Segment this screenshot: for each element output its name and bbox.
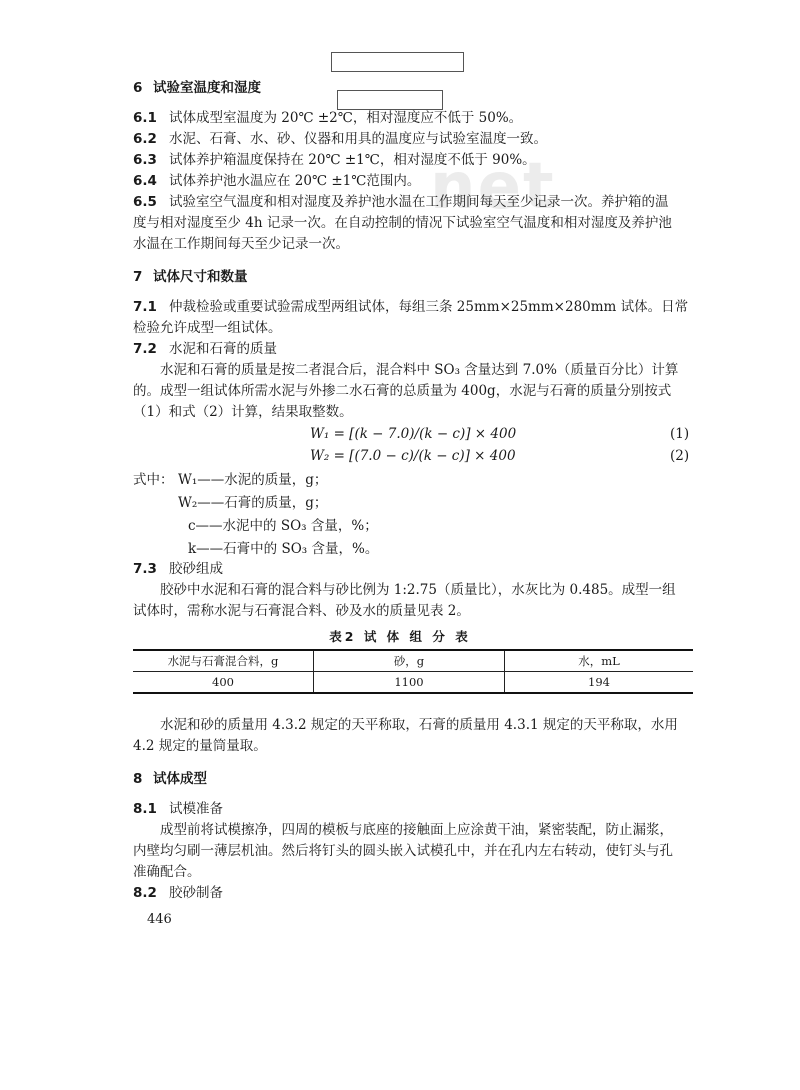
- clause-7-2-line-1: 水泥和石膏的质量是按二者混合后，混合料中 SO₃ 含量达到 7.0%（质量百分比）计算: [160, 362, 679, 378]
- where-intro: 式中：: [133, 472, 174, 488]
- clause-7-2-line-3: （1）和式（2）计算，结果取整数。: [133, 404, 353, 420]
- clause-7-2-line-2: 的。成型一组试体所需水泥与外掺二水石膏的总质量为 400g，水泥与石膏的质量分别按式: [133, 383, 672, 399]
- clause-6-5-line-2: 度与相对湿度至少 4h 记录一次。在自动控制的情况下试验室空气温度和相对湿度及养护池: [133, 215, 672, 231]
- clause-8-1-line-3: 准确配合。: [133, 864, 201, 880]
- clause-6-1: 6.1 试体成型室温度为 20℃ ±2℃，相对湿度应不低于 50%。: [133, 110, 523, 126]
- table-header-cell: 水，mL: [505, 650, 694, 672]
- clause-6-3: 6.3 试体养护箱温度保持在 20℃ ±1℃，相对湿度不低于 90%。: [133, 152, 536, 168]
- table-2: [133, 649, 693, 694]
- clause-8-1-line-1: 成型前将试模擦净，四周的模板与底座的接触面上应涂黄干油，紧密装配，防止漏浆，: [160, 822, 673, 838]
- table-2-caption: 表2 试 体 组 分 表: [329, 629, 471, 644]
- where-c: c——水泥中的 SO₃ 含量，%；: [188, 518, 378, 534]
- clause-6-4: 6.4 试体养护池水温应在 20℃ ±1℃范围内。: [133, 173, 421, 189]
- table-cell: 194: [505, 672, 694, 694]
- after-table-line-2: 4.2 规定的量筒量取。: [133, 738, 267, 754]
- table-header-cell: 砂，g: [314, 650, 505, 672]
- section-8-heading: 8 试体成型: [133, 771, 207, 787]
- section-6-heading: 6 试验室温度和湿度: [133, 80, 261, 96]
- table-cell: 400: [133, 672, 314, 694]
- section-7-heading: 7 试体尺寸和数量: [133, 269, 248, 285]
- table-cell: 1100: [314, 672, 505, 694]
- clause-7-2-title: 7.2 水泥和石膏的质量: [133, 341, 277, 357]
- redaction-box-second: [337, 90, 443, 110]
- where-k: k——石膏中的 SO₃ 含量，%。: [188, 541, 379, 557]
- clause-6-5-line-1: 6.5 试验室空气温度和相对湿度及养护池水温在工作期间每天至少记录一次。养护箱的温: [133, 194, 669, 210]
- table-header-cell: 水泥与石膏混合料，g: [133, 650, 314, 672]
- formula-1: W₁ = [(k − 7.0)/(k − c)] × 400: [310, 426, 517, 442]
- formula-1-number: (1): [670, 426, 690, 442]
- clause-8-1-line-2: 内壁均匀刷一薄层机油。然后将钉头的圆头嵌入试模孔中，并在孔内左右转动，使钉头与孔: [133, 843, 673, 859]
- clause-8-2-title: 8.2 胶砂制备: [133, 885, 223, 901]
- after-table-line-1: 水泥和砂的质量用 4.3.2 规定的天平称取，石膏的质量用 4.3.1 规定的天平称取，水用: [160, 717, 678, 733]
- clause-7-1-line-1: 7.1 仲裁检验或重要试验需成型两组试体，每组三条 25mm×25mm×280mm 试体。日常: [133, 299, 689, 315]
- clause-7-3-title: 7.3 胶砂组成: [133, 561, 223, 577]
- clause-8-1-title: 8.1 试模准备: [133, 801, 223, 817]
- where-w1: W₁——水泥的质量，g；: [178, 472, 328, 488]
- table-row: [133, 672, 693, 694]
- formula-2-number: (2): [670, 448, 690, 464]
- page-number: 446: [147, 912, 172, 927]
- watermark: net: [430, 150, 556, 224]
- table-header-row: [133, 650, 693, 672]
- formula-2: W₂ = [(7.0 − c)/(k − c)] × 400: [310, 448, 516, 464]
- clause-6-5-line-3: 水温在工作期间每天至少记录一次。: [133, 236, 349, 252]
- clause-7-3-line-1: 胶砂中水泥和石膏的混合料与砂比例为 1:2.75（质量比），水灰比为 0.485。成型一组: [160, 582, 676, 598]
- clause-7-3-line-2: 试体时，需称水泥与石膏混合料、砂及水的质量见表 2。: [133, 603, 470, 619]
- clause-7-1-line-2: 检验允许成型一组试体。: [133, 320, 282, 336]
- clause-6-2: 6.2 水泥、石膏、水、砂、仪器和用具的温度应与试验室温度一致。: [133, 131, 547, 147]
- where-w2: W₂——石膏的质量，g；: [178, 495, 328, 511]
- redaction-box-top: [331, 52, 464, 72]
